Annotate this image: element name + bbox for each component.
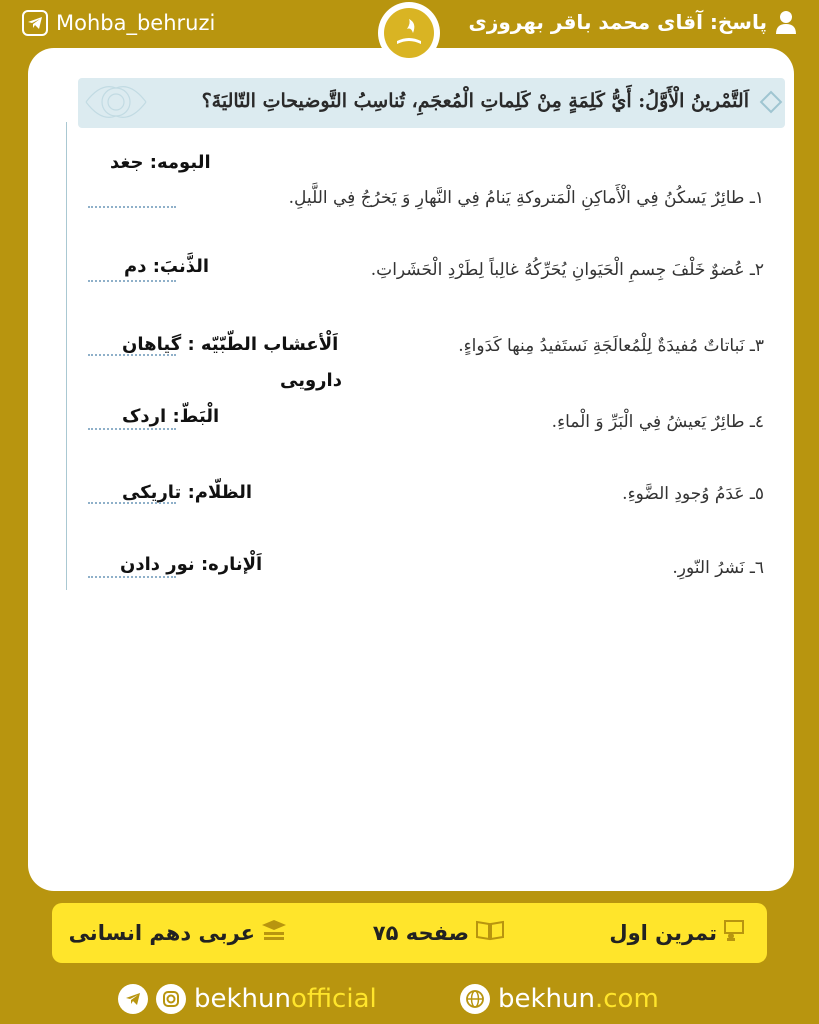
answer-3: اَلْأعشاب الطّبّیّه : گیاهان	[122, 334, 339, 355]
social-links[interactable]	[118, 982, 377, 1016]
answer-blank-3	[88, 354, 176, 356]
telegram-handle: Mohba_behruzi	[56, 11, 216, 35]
answer-5: الظلّام: تاریکی	[122, 482, 253, 503]
logo-emblem-icon	[384, 8, 434, 58]
lesson-info-bar	[52, 903, 767, 963]
instagram-icon	[156, 984, 186, 1014]
answer-4: الْبَطّ: اردک	[122, 406, 220, 427]
globe-icon	[460, 984, 490, 1014]
question-4: ٤ـ طائِرٌ يَعيشُ فِي الْبَرِّ وَ الْماءِ.	[551, 412, 764, 432]
question-5: ٥ـ عَدَمُ وُجودِ الضَّوءِ.	[622, 484, 764, 504]
top-bar	[0, 0, 819, 48]
website-link[interactable]	[460, 982, 659, 1016]
ornament-icon	[76, 72, 166, 132]
exercise-label-group	[609, 919, 745, 946]
page-label: صفحه ۷۵	[372, 920, 469, 945]
books-icon	[261, 919, 287, 946]
answer-1: البومه: جغد	[110, 152, 211, 173]
answer-3-continued: دارویی	[280, 370, 342, 391]
bekhun-logo	[378, 2, 440, 64]
answer-blank-2	[88, 280, 176, 282]
answer-blank-4	[88, 428, 176, 430]
teacher-icon	[723, 919, 745, 946]
telegram-icon	[22, 10, 48, 36]
open-book-icon	[475, 919, 505, 946]
exercise-title: اَلتَّمْرينُ الْأَوَّلُ: أَيُّ كَلِمَةٍ مِنْ كَلِماتِ الْمُعجَمِ، تُناسِبُ التَّوضيحاتِ التّاليَةَ؟	[201, 90, 749, 112]
page-label-group	[373, 919, 505, 946]
book-label-group	[69, 919, 287, 946]
question-3: ۳ـ نَباتاتٌ مُفيدَةٌ لِلْمُعالَجَةِ نَستَفيدُ مِنها كَدَواءٍ.	[458, 336, 764, 356]
title-banner	[78, 78, 785, 128]
answer-2: الذَّنبَ: دم	[124, 256, 210, 277]
margin-line	[66, 122, 67, 590]
answer-credit	[469, 10, 798, 34]
telegram-icon	[118, 984, 148, 1014]
book-label: عربی دهم انسانی	[68, 920, 255, 945]
answer-label: پاسخ: آقای محمد باقر بهروزی	[468, 10, 767, 34]
answer-blank-6	[88, 576, 176, 578]
website-url[interactable]: bekhun.com	[498, 984, 659, 1014]
exercise-label: تمرین اول	[609, 920, 717, 945]
instagram-handle[interactable]: bekhunofficial	[194, 984, 377, 1014]
telegram-handle-group[interactable]	[22, 10, 215, 36]
user-icon	[775, 10, 797, 34]
question-1: ۱ـ طائِرٌ يَسكُنُ فِي الْأَماكِنِ الْمَتروكةِ يَنامُ فِي النَّهارِ وَ يَخرُجُ فِي اللَّيلِ.	[288, 188, 764, 208]
answer-6: اَلْإناره: نور دادن	[120, 554, 263, 575]
diamond-icon	[760, 91, 783, 114]
answer-blank-1	[88, 206, 176, 208]
question-2: ۲ـ عُضوٌ خَلْفَ جِسمِ الْحَيَوانِ يُحَرِّكُهُ غالِباً لِطَرْدِ الْحَشَراتِ.	[370, 260, 764, 280]
question-6: ٦ـ نَشرُ النّورِ.	[672, 558, 764, 578]
exercise-card	[28, 48, 794, 891]
answer-blank-5	[88, 502, 176, 504]
